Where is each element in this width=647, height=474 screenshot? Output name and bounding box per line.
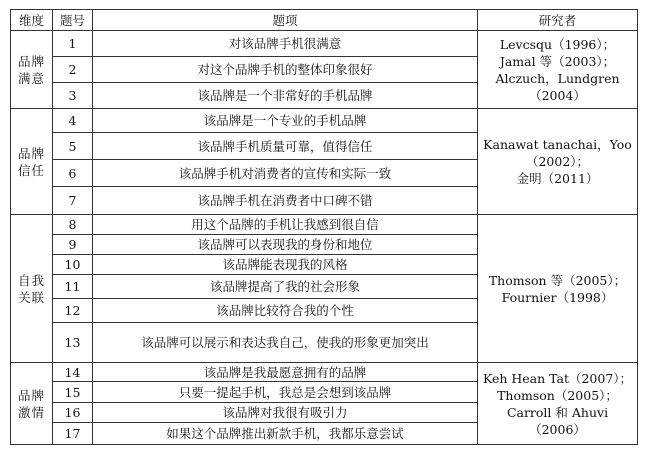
item-number: 14 — [53, 363, 93, 382]
header-researcher: 研究者 — [478, 10, 638, 31]
item-text: 如果这个品牌推出新款手机，我都乐意尝试 — [93, 423, 478, 445]
measurement-scale-table — [10, 9, 638, 445]
item-number: 6 — [53, 160, 93, 187]
dimension-cell: 品牌 满意 — [11, 31, 53, 109]
item-number: 15 — [53, 382, 93, 403]
item-number: 9 — [53, 235, 93, 255]
item-text: 该品牌比较符合我的个性 — [93, 299, 478, 323]
item-text: 该品牌是一个非常好的手机品牌 — [93, 83, 478, 109]
item-number: 8 — [53, 215, 93, 235]
researcher-cell: Kanawat tanachai，Yoo （2002）； 金明（2011） — [478, 109, 638, 215]
table-row — [11, 363, 638, 382]
item-text: 该品牌可以展示和表达我自己，使我的形象更加突出 — [93, 323, 478, 363]
header-number: 题号 — [53, 10, 93, 31]
researcher-cell: Thomson 等（2005）； Fournier（1998） — [478, 215, 638, 363]
item-number: 11 — [53, 275, 93, 299]
item-number: 12 — [53, 299, 93, 323]
researcher-cell: Levcsqu（1996）； Jamal 等（2003）； Alczuch，Lundgren（2004） — [478, 31, 638, 109]
item-text: 该品牌能表现我的风格 — [93, 255, 478, 275]
item-number: 13 — [53, 323, 93, 363]
header-row — [11, 10, 638, 31]
item-number: 4 — [53, 109, 93, 133]
item-text: 用这个品牌的手机让我感到很自信 — [93, 215, 478, 235]
item-text: 该品牌手机对消费者的宣传和实际一致 — [93, 160, 478, 187]
item-text: 该品牌手机在消费者中口碑不错 — [93, 187, 478, 215]
dimension-cell: 品牌 激情 — [11, 363, 53, 445]
item-text: 该品牌手机质量可靠，值得信任 — [93, 133, 478, 160]
item-text: 该品牌是我最愿意拥有的品牌 — [93, 363, 478, 382]
item-number: 16 — [53, 403, 93, 423]
item-text: 该品牌对我很有吸引力 — [93, 403, 478, 423]
dimension-cell: 品牌 信任 — [11, 109, 53, 215]
item-text: 对该品牌手机很满意 — [93, 31, 478, 57]
item-number: 17 — [53, 423, 93, 445]
table-row — [11, 109, 638, 133]
item-number: 3 — [53, 83, 93, 109]
item-number: 7 — [53, 187, 93, 215]
item-number: 1 — [53, 31, 93, 57]
item-text: 该品牌提高了我的社会形象 — [93, 275, 478, 299]
item-number: 2 — [53, 57, 93, 83]
item-text: 该品牌是一个专业的手机品牌 — [93, 109, 478, 133]
item-number: 10 — [53, 255, 93, 275]
table-row — [11, 31, 638, 57]
item-text: 对这个品牌手机的整体印象很好 — [93, 57, 478, 83]
researcher-cell: Keh Hean Tat（2007）； Thomson（2005）； Carroll 和 Ahuvi（2006） — [478, 363, 638, 445]
header-item: 题项 — [93, 10, 478, 31]
dimension-cell: 自我 关联 — [11, 215, 53, 363]
item-text: 只要一提起手机，我总是会想到该品牌 — [93, 382, 478, 403]
header-dimension: 维度 — [11, 10, 53, 31]
item-text: 该品牌可以表现我的身份和地位 — [93, 235, 478, 255]
table-row — [11, 215, 638, 235]
item-number: 5 — [53, 133, 93, 160]
